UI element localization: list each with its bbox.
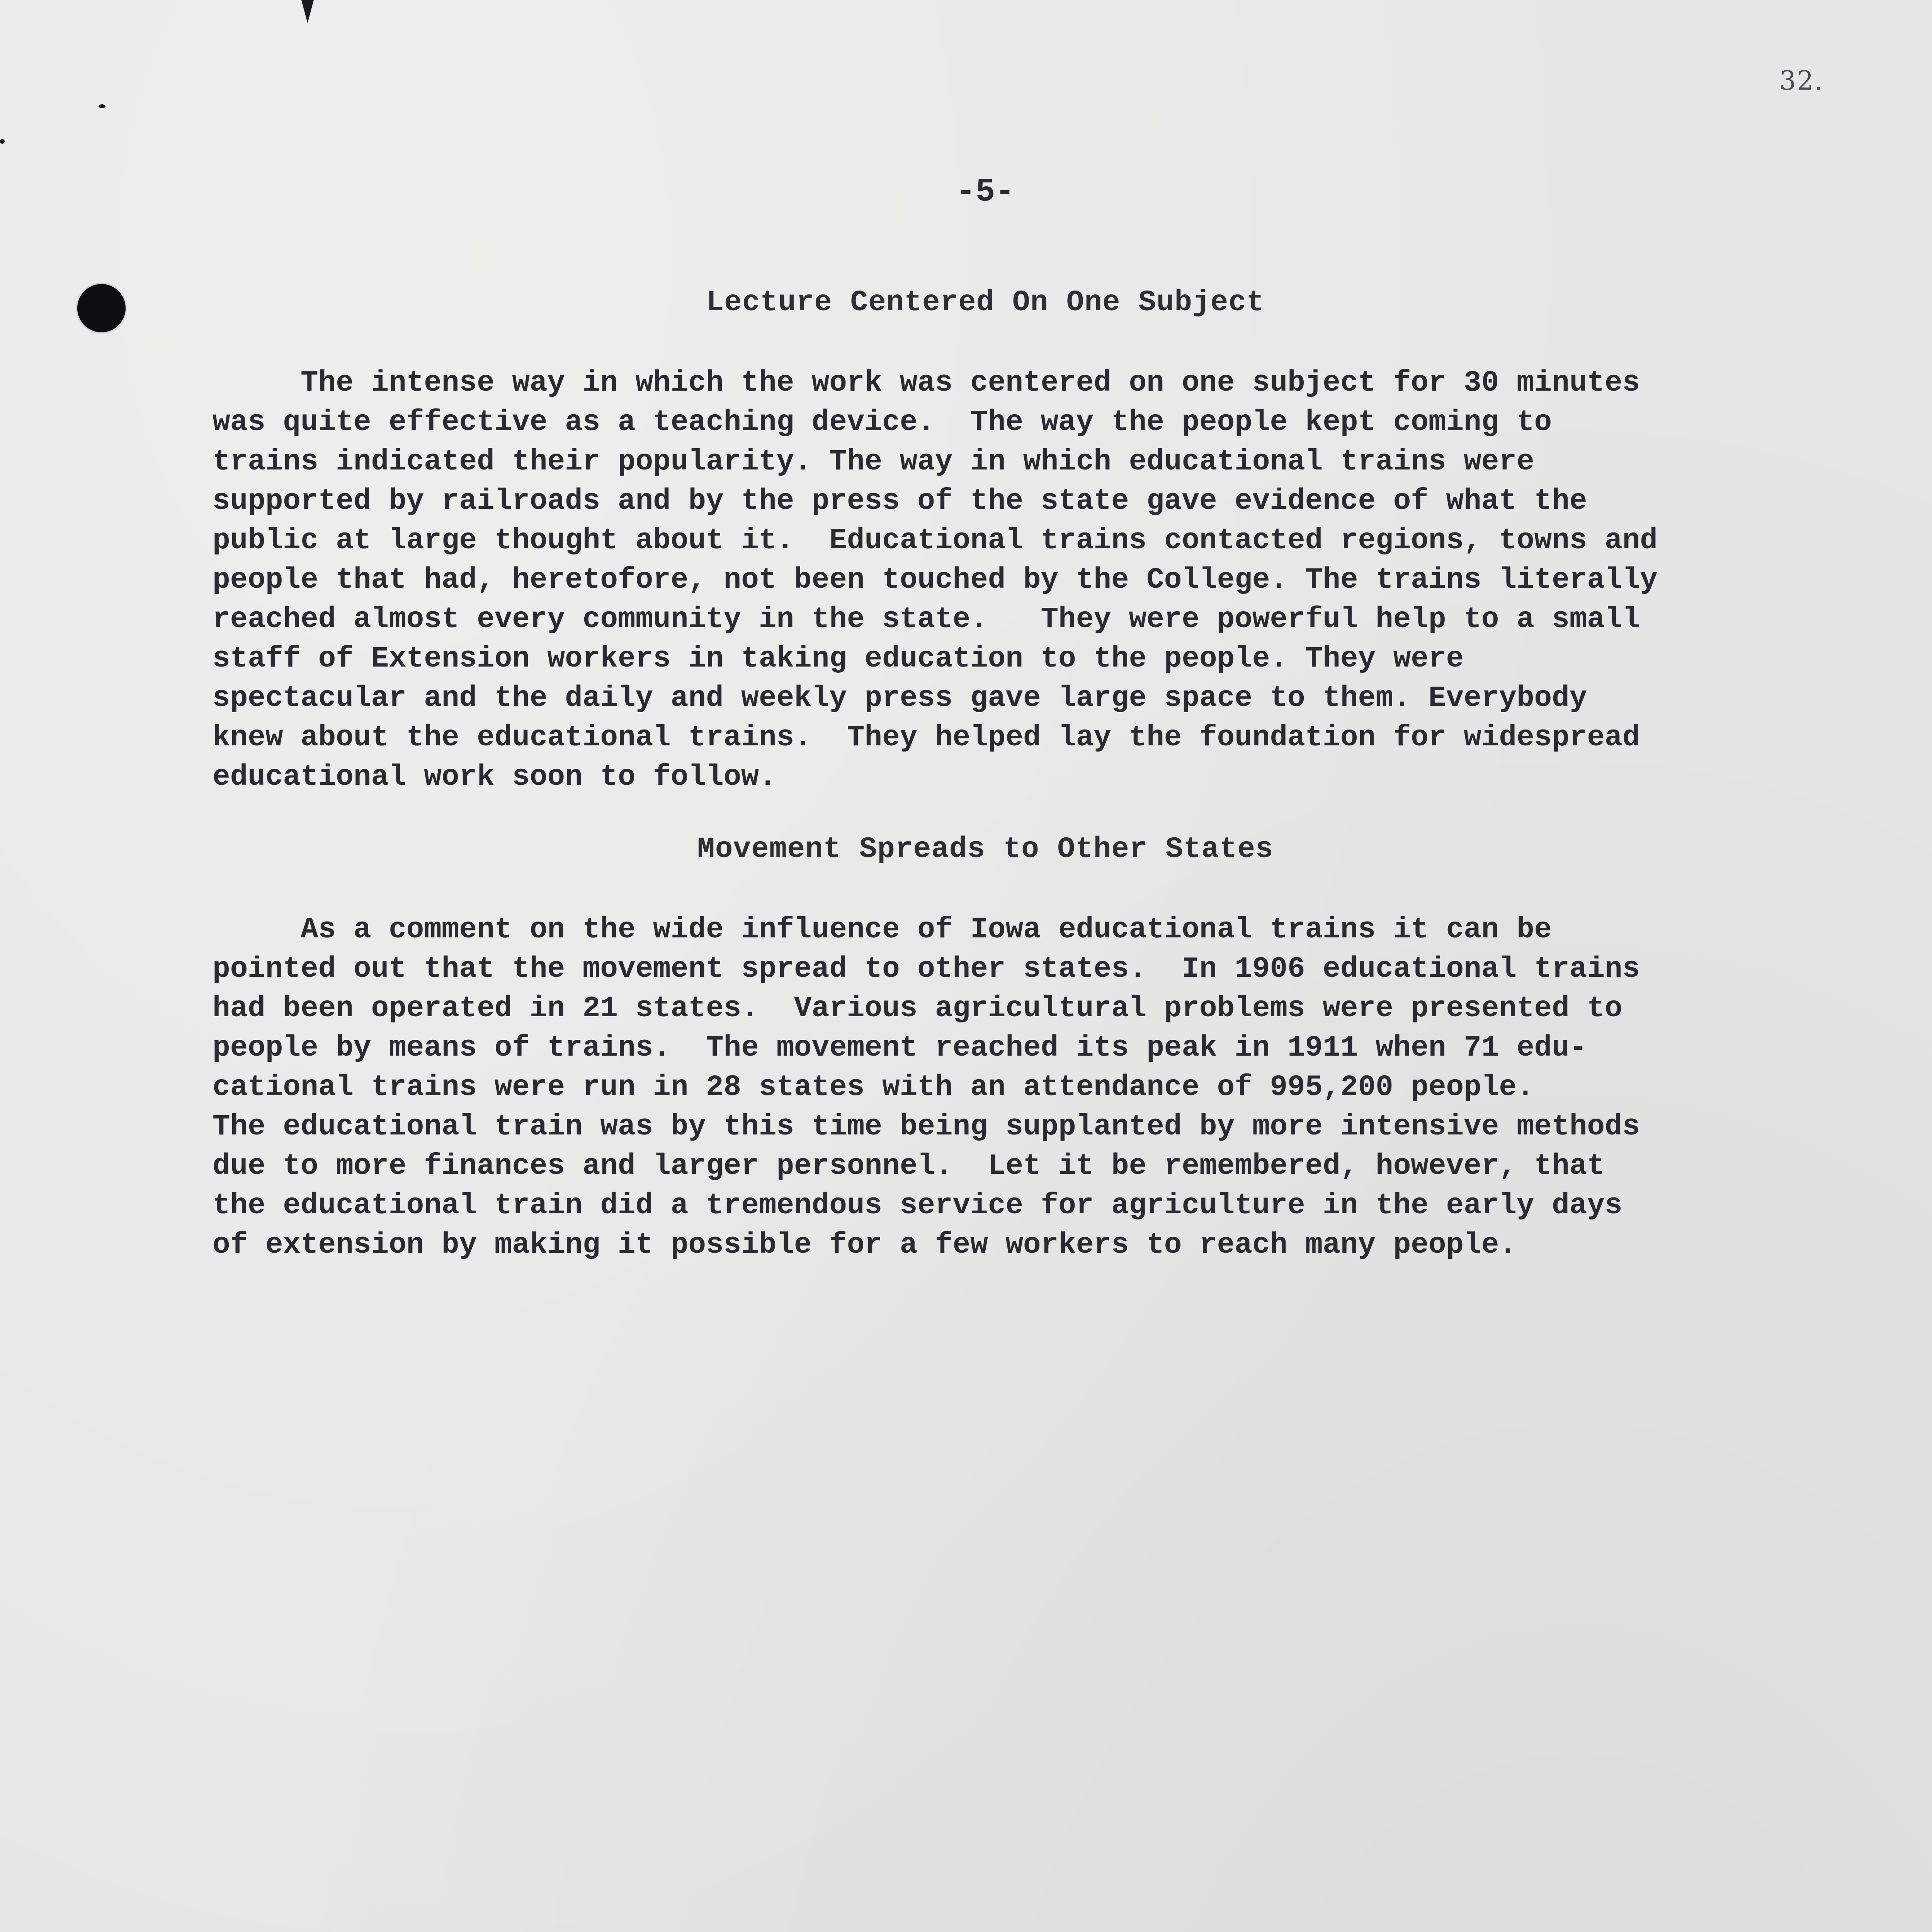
text-line: spectacular and the daily and weekly press gave large space to them. Everybody xyxy=(213,682,1587,715)
ink-spot xyxy=(0,139,5,144)
staple-mark xyxy=(301,0,314,23)
text-line: The educational train was by this time being supplanted by more intensive methods xyxy=(213,1110,1640,1143)
ink-spot xyxy=(99,104,105,108)
text-line: As a comment on the wide influence of Iowa educational trains it can be xyxy=(213,913,1552,946)
text-line: public at large thought about it. Educational trains contacted regions, towns and xyxy=(213,524,1658,557)
section-paragraph xyxy=(213,910,1793,1265)
text-line: people by means of trains. The movement reached its peak in 1911 when 71 edu- xyxy=(213,1031,1587,1065)
text-line: of extension by making it possible for a few workers to reach many people. xyxy=(213,1228,1517,1262)
text-line: cational trains were run in 28 states with an attendance of 995,200 people. xyxy=(213,1071,1534,1104)
text-line: people that had, heretofore, not been touched by the College. The trains literally xyxy=(213,563,1658,597)
section-paragraph xyxy=(213,363,1793,797)
section-heading: Movement Spreads to Other States xyxy=(697,833,1274,866)
text-line: the educational train did a tremendous service for agriculture in the early days xyxy=(213,1189,1622,1222)
page-number: -5- xyxy=(956,174,1015,211)
punch-hole xyxy=(77,284,126,332)
section-heading: Lecture Centered On One Subject xyxy=(706,286,1265,319)
text-line: was quite effective as a teaching device. The way the people kept coming to xyxy=(213,406,1552,439)
text-line: staff of Extension workers in taking education to the people. They were xyxy=(213,642,1464,675)
text-line: reached almost every community in the state. They were powerful help to a small xyxy=(213,603,1640,636)
text-line: The intense way in which the work was centered on one subject for 30 minutes xyxy=(213,366,1640,400)
text-line: pointed out that the movement spread to other states. In 1906 educational trains xyxy=(213,952,1640,986)
text-line: knew about the educational trains. They helped lay the foundation for widespread xyxy=(213,721,1640,754)
archive-page-number: 32. xyxy=(1779,66,1824,96)
text-line: educational work soon to follow. xyxy=(213,760,777,794)
text-line: had been operated in 21 states. Various agricultural problems were presented to xyxy=(213,992,1622,1025)
text-line: due to more finances and larger personnel. Let it be remembered, however, that xyxy=(213,1150,1605,1183)
text-line: trains indicated their popularity. The way in which educational trains were xyxy=(213,445,1534,478)
text-line: supported by railroads and by the press of the state gave evidence of what the xyxy=(213,485,1587,518)
